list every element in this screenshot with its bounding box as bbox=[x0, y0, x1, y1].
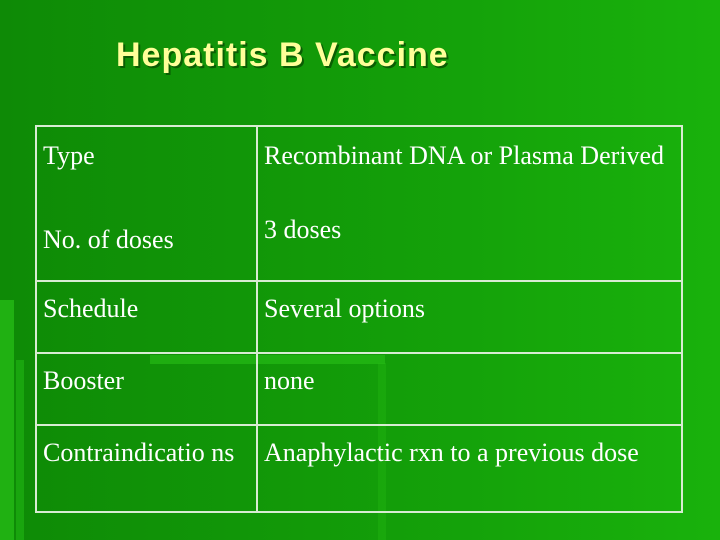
table-row bbox=[36, 281, 682, 353]
row-label: Type bbox=[36, 126, 257, 211]
row-label: Schedule bbox=[36, 281, 257, 353]
row-label bbox=[36, 211, 257, 281]
row-value: none bbox=[257, 353, 682, 425]
table-row bbox=[36, 425, 682, 512]
table-row bbox=[36, 211, 682, 281]
decorative-bar bbox=[16, 360, 24, 540]
row-value: Recombinant DNA or Plasma Derived bbox=[257, 126, 682, 211]
table-row bbox=[36, 126, 682, 211]
row-label-text: No. of doses bbox=[43, 225, 174, 254]
row-label: Booster bbox=[36, 353, 257, 425]
row-label: Contraindicatio ns bbox=[36, 425, 257, 512]
slide-title: Hepatitis B Vaccine bbox=[116, 36, 449, 74]
decorative-bar bbox=[0, 300, 14, 540]
row-value: Several options bbox=[257, 281, 682, 353]
row-value: 3 doses bbox=[257, 211, 682, 281]
vaccine-info-table bbox=[35, 125, 683, 513]
row-value: Anaphylactic rxn to a previous dose bbox=[257, 425, 682, 512]
table-row bbox=[36, 353, 682, 425]
